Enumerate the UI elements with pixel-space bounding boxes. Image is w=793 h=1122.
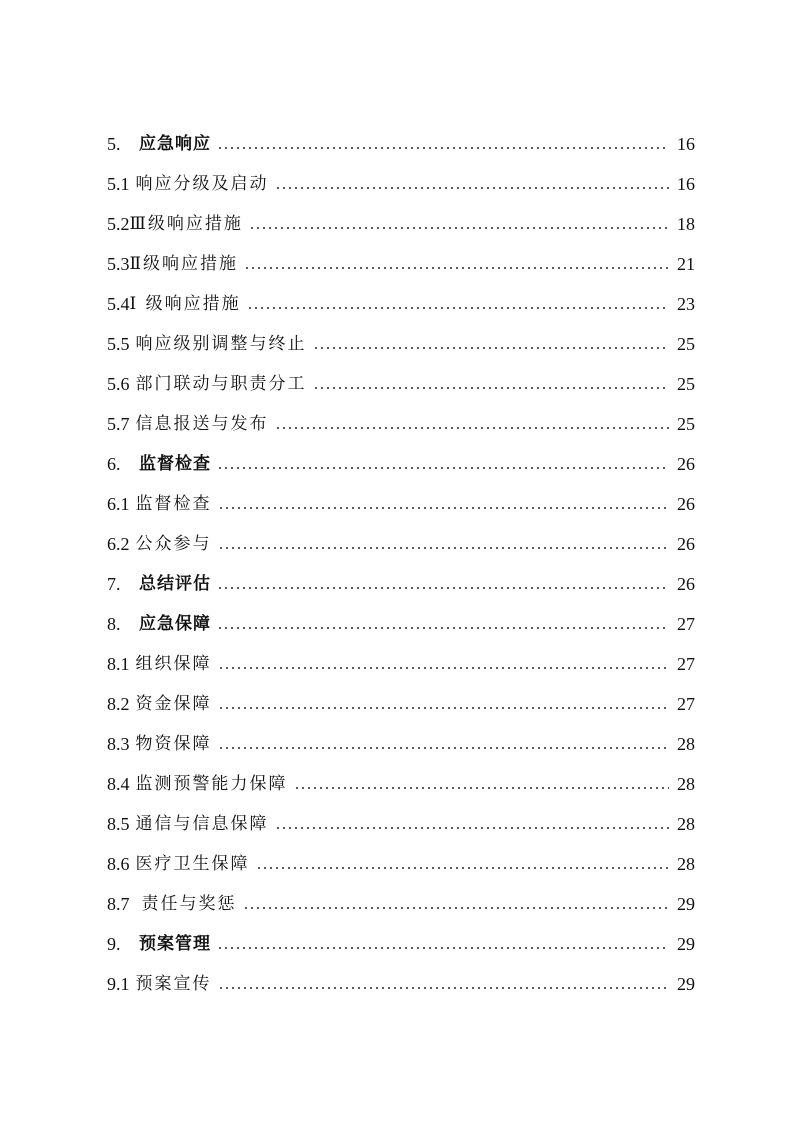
dot-leader	[217, 947, 669, 949]
toc-entry-page: 25	[677, 334, 695, 354]
toc-entry-title: Ⅱ级响应措施	[129, 254, 239, 274]
toc-entry-title: 通信与信息保障	[135, 814, 269, 834]
toc-entry-page: 18	[677, 214, 695, 234]
dot-leader	[218, 747, 670, 749]
toc-entry-6-2[interactable]	[107, 530, 695, 558]
toc-entry-page: 29	[677, 894, 695, 914]
dot-leader	[218, 667, 670, 669]
toc-entry-page: 28	[677, 774, 695, 794]
toc-entry-9-1[interactable]	[107, 970, 695, 998]
toc-entry-page: 28	[677, 814, 695, 834]
toc-entry-page: 16	[677, 174, 695, 194]
toc-entry-title: 信息报送与发布	[135, 414, 269, 434]
toc-entry-number: 6.2	[107, 534, 130, 554]
toc-entry-title: 公众参与	[135, 534, 212, 554]
dot-leader	[294, 787, 670, 789]
dot-leader	[218, 547, 670, 549]
dot-leader	[217, 627, 669, 629]
dot-leader	[243, 907, 670, 909]
toc-entry-number: 8.2	[107, 694, 130, 714]
toc-entry-title: 应急响应	[139, 134, 211, 154]
toc-entry-number: 5.5	[107, 334, 130, 354]
toc-entry-title: 资金保障	[135, 694, 212, 714]
toc-entry-number: 8.4	[107, 774, 130, 794]
toc-entry-8-5[interactable]	[107, 810, 695, 838]
toc-entry-title: 响应级别调整与终止	[135, 334, 307, 354]
toc-entry-number: 8.1	[107, 654, 130, 674]
dot-leader	[217, 147, 669, 149]
toc-entry-page: 27	[677, 614, 695, 634]
toc-entry-title: 总结评估	[139, 574, 211, 594]
toc-entry-6[interactable]	[107, 450, 695, 478]
toc-entry-5-1[interactable]	[107, 170, 695, 198]
toc-entry-title: 响应分级及启动	[135, 174, 269, 194]
dot-leader	[218, 507, 670, 509]
toc-entry-number: 5.2	[107, 214, 130, 234]
dot-leader	[275, 187, 670, 189]
toc-entry-page: 27	[677, 654, 695, 674]
toc-entry-number: 7.	[107, 574, 121, 594]
toc-entry-5-2[interactable]	[107, 210, 695, 238]
toc-entry-page: 28	[677, 734, 695, 754]
toc-entry-number: 5.4	[107, 294, 130, 314]
toc-entry-8-3[interactable]	[107, 730, 695, 758]
dot-leader	[218, 987, 670, 989]
toc-entry-page: 27	[677, 694, 695, 714]
toc-entry-8-1[interactable]	[107, 650, 695, 678]
toc-entry-5-5[interactable]	[107, 330, 695, 358]
toc-entry-page: 21	[677, 254, 695, 274]
dot-leader	[217, 587, 669, 589]
toc-entry-5-4[interactable]	[107, 290, 695, 318]
toc-entry-title: 组织保障	[135, 654, 212, 674]
toc-entry-title: Ⅲ级响应措施	[129, 214, 243, 234]
toc-entry-title: 监督检查	[139, 454, 211, 474]
dot-leader	[218, 707, 670, 709]
toc-entry-title: 部门联动与职责分工	[135, 374, 307, 394]
dot-leader	[275, 427, 670, 429]
toc-entry-number: 6.1	[107, 494, 130, 514]
toc-entry-number: 6.	[107, 454, 121, 474]
toc-entry-number: 9.1	[107, 974, 130, 994]
toc-entry-number: 5.3	[107, 254, 130, 274]
dot-leader	[313, 347, 670, 349]
dot-leader	[249, 227, 669, 229]
toc-entry-title: 监督检查	[135, 494, 212, 514]
toc-entry-8-2[interactable]	[107, 690, 695, 718]
toc-entry-title: 监测预警能力保障	[135, 774, 288, 794]
toc-entry-title: 责任与奖惩	[141, 894, 237, 914]
toc-entry-page: 25	[677, 414, 695, 434]
toc-entry-page: 29	[677, 974, 695, 994]
toc-entry-page: 25	[677, 374, 695, 394]
toc-entry-8-7[interactable]	[107, 890, 695, 918]
dot-leader	[256, 867, 670, 869]
toc-entry-number: 8.5	[107, 814, 130, 834]
toc-entry-page: 23	[677, 294, 695, 314]
toc-entry-number: 8.	[107, 614, 121, 634]
toc-entry-number: 8.6	[107, 854, 130, 874]
toc-entry-title: 预案管理	[139, 934, 211, 954]
toc-entry-5-3[interactable]	[107, 250, 695, 278]
toc-entry-5-7[interactable]	[107, 410, 695, 438]
toc-entry-title: I 级响应措施	[129, 294, 241, 314]
toc-entry-page: 29	[677, 934, 695, 954]
toc-entry-8-4[interactable]	[107, 770, 695, 798]
toc-entry-number: 5.1	[107, 174, 130, 194]
toc-entry-title: 物资保障	[135, 734, 212, 754]
toc-entry-page: 26	[677, 454, 695, 474]
toc-entry-title: 医疗卫生保障	[135, 854, 250, 874]
dot-leader	[217, 467, 669, 469]
toc-entry-number: 9.	[107, 934, 121, 954]
toc-entry-8-6[interactable]	[107, 850, 695, 878]
toc-entry-5-6[interactable]	[107, 370, 695, 398]
dot-leader	[275, 827, 670, 829]
toc-entry-title: 预案宣传	[135, 974, 212, 994]
toc-entry-5[interactable]	[107, 130, 695, 158]
dot-leader	[247, 307, 669, 309]
toc-entry-number: 8.7	[107, 894, 130, 914]
toc-entry-9[interactable]	[107, 930, 695, 958]
toc-entry-7[interactable]	[107, 570, 695, 598]
toc-entry-number: 8.3	[107, 734, 130, 754]
dot-leader	[244, 267, 669, 269]
toc-entry-page: 28	[677, 854, 695, 874]
toc-entry-number: 5.6	[107, 374, 130, 394]
toc-entry-number: 5.	[107, 134, 121, 154]
toc-entry-title: 应急保障	[139, 614, 211, 634]
toc-entry-page: 16	[677, 134, 695, 154]
toc-entry-6-1[interactable]	[107, 490, 695, 518]
toc-entry-page: 26	[677, 574, 695, 594]
toc-entry-number: 5.7	[107, 414, 130, 434]
toc-entry-8[interactable]	[107, 610, 695, 638]
dot-leader	[313, 387, 670, 389]
toc-entry-page: 26	[677, 534, 695, 554]
toc-entry-page: 26	[677, 494, 695, 514]
